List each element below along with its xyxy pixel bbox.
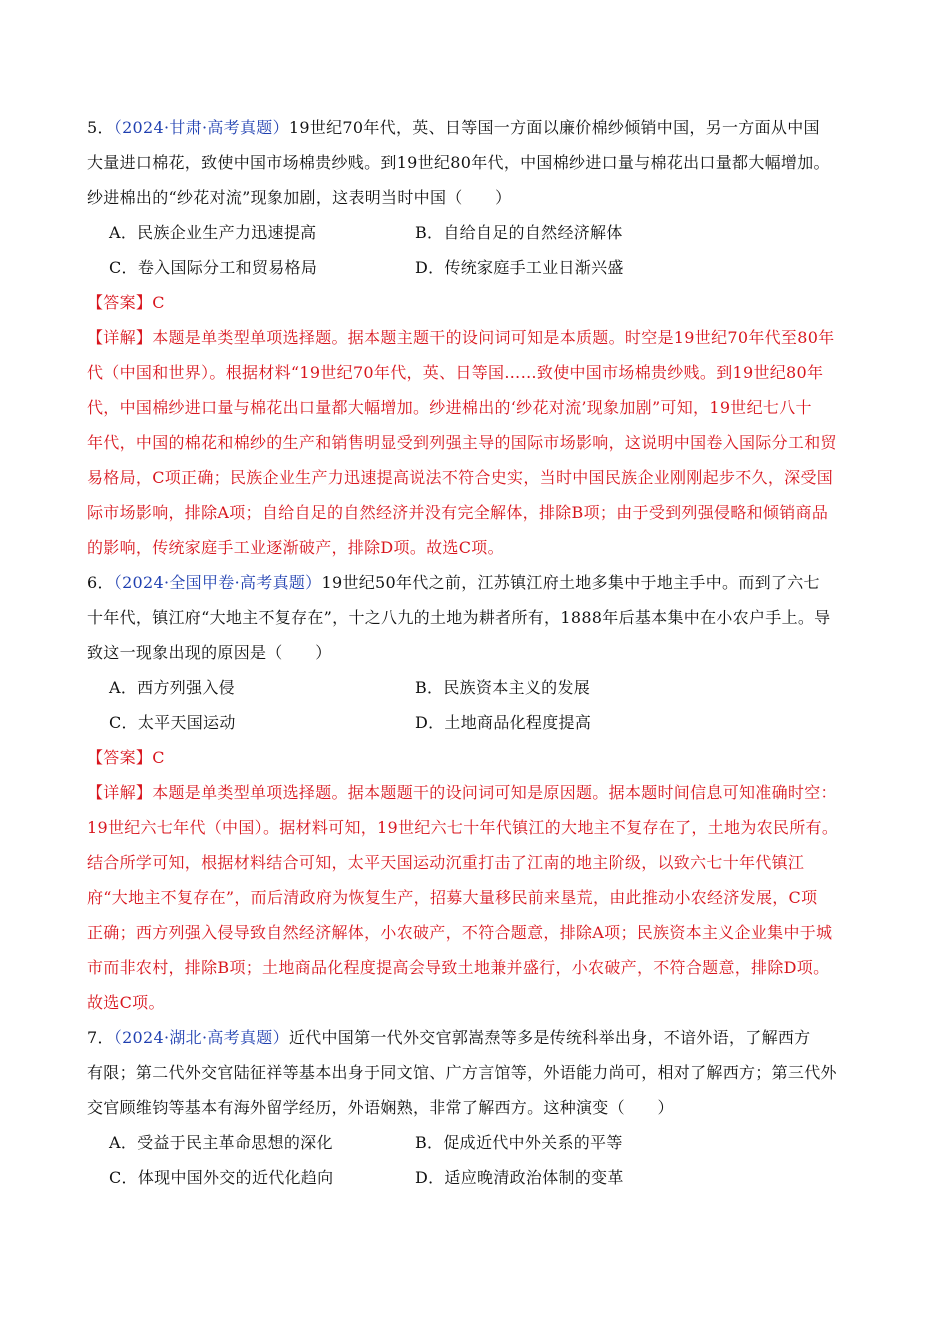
question-5-detail: 【详解】本题是单类型单项选择题。据本题主题干的设问词可知是本质题。时空是19世纪70年代至80年 代（中国和世界）。根据材料“19世纪70年代，英、日等国……致使中国市场棉贵纱贱。到19世纪80年 代，中国棉纱进口量与棉花出口量都大幅增加。纱进棉出的‘纱花对流’现象加剧”可知，19世纪七八十 年代，中国的棉花和棉纱的生产和销售明显受到列强主导的国际市场影响，这说明中国卷入国际分工和贸 易格局，C项正确；民族企业生产力迅速提高说法不符合史实，当时中国民族企业刚刚起步不久，深受国 际市场影响，排除A项；自给自足的自然经济并没有完全解体，排除B项；由于受到列强侵略和倾销商品 的影响，传统家庭手工业逐渐破产，排除D项。故选C项。 xyxy=(87,328,837,557)
answer-label: 【答案】 xyxy=(87,293,153,312)
question-7-stem-line-1: 7．（2024·湖北·高考真题）近代中国第一代外交官郭嵩焘等多是传统科举出身，不谙外语，了解西方 xyxy=(87,1028,811,1047)
option-c: C．体现中国外交的近代化趋向 xyxy=(109,1168,334,1187)
option-a: A．受益于民主革命思想的深化 xyxy=(109,1133,333,1152)
option-d: D．适应晚清政治体制的变革 xyxy=(415,1168,624,1187)
question-number: 5． xyxy=(87,118,114,137)
detail-label: 【详解】 xyxy=(87,328,153,347)
option-c: C．太平天国运动 xyxy=(109,713,236,732)
option-d: D．土地商品化程度提高 xyxy=(415,713,592,732)
option-a: A．民族企业生产力迅速提高 xyxy=(109,223,317,242)
question-source: （2024·甘肃·高考真题） xyxy=(113,118,289,137)
question-6-answer-block xyxy=(87,740,867,1020)
question-number: 6． xyxy=(87,573,114,592)
question-5-stem-line-1: 5．（2024·甘肃·高考真题）19世纪70年代，英、日等国一方面以廉价棉纱倾销中国，另一方面从中国 xyxy=(87,118,820,137)
answer-label: 【答案】 xyxy=(87,748,153,767)
option-b: B．民族资本主义的发展 xyxy=(415,678,591,697)
question-6 xyxy=(87,565,867,740)
option-a: A．西方列强入侵 xyxy=(109,678,235,697)
question-5-stem-line-2: 大量进口棉花，致使中国市场棉贵纱贱。到19世纪80年代，中国棉纱进口量与棉花出口量都大幅增加。 xyxy=(87,153,830,172)
detail-label: 【详解】 xyxy=(87,783,153,802)
question-7-options xyxy=(87,1125,867,1195)
content-area xyxy=(87,110,867,1195)
question-6-detail: 【详解】本题是单类型单项选择题。据本题题干的设问词可知是原因题。据本题时间信息可知准确时空： 19世纪六七年代（中国）。据材料可知，19世纪六七十年代镇江的大地主不复存在了，土地为农民所有。 结合所学可知，根据材料结合可知，太平天国运动沉重打击了江南的地主阶级，以致六七十年代镇江 府“大地主不复存在”，而后清政府为恢复生产，招募大量移民前来垦荒，由此推动小农经济发展，C项 正确；西方列强入侵导致自然经济解体，小农破产，不符合题意，排除A项；民族资本主义企业集中于城 市而非农村，排除B项；土地商品化程度提高会导致土地兼并盛行，小农破产，不符合题意，排除D项。 故选C项。 xyxy=(87,783,839,1012)
question-6-stem-line-1: 6．（2024·全国甲卷·高考真题）19世纪50年代之前，江苏镇江府土地多集中于地主手中。而到了六七 xyxy=(87,573,820,592)
question-5-stem-line-3: 纱进棉出的“纱花对流”现象加剧，这表明当时中国（ ） xyxy=(87,188,512,207)
question-7-stem-line-2: 有限；第二代外交官陆征祥等基本出身于同文馆、广方言馆等，外语能力尚可，相对了解西方；第三代外 xyxy=(87,1063,837,1082)
answer-line xyxy=(87,285,867,320)
option-c: C．卷入国际分工和贸易格局 xyxy=(109,258,318,277)
question-source: （2024·湖北·高考真题） xyxy=(113,1028,289,1047)
question-5 xyxy=(87,110,867,285)
question-number: 7． xyxy=(87,1028,114,1047)
question-5-answer-block xyxy=(87,285,867,565)
option-b: B．促成近代中外关系的平等 xyxy=(415,1133,623,1152)
question-6-options xyxy=(87,670,867,740)
question-6-stem-line-3: 致这一现象出现的原因是（ ） xyxy=(87,643,332,662)
answer-value: C xyxy=(152,293,165,312)
question-7-stem-line-3: 交官顾维钧等基本有海外留学经历，外语娴熟，非常了解西方。这种演变（ ） xyxy=(87,1098,674,1117)
answer-value: C xyxy=(152,748,165,767)
question-6-stem-line-2: 十年代，镇江府“大地主不复存在”，十之八九的土地为耕者所有，1888年后基本集中在小农户手上。导 xyxy=(87,608,831,627)
option-b: B．自给自足的自然经济解体 xyxy=(415,223,623,242)
question-7 xyxy=(87,1020,867,1195)
question-source: （2024·全国甲卷·高考真题） xyxy=(113,573,322,592)
question-5-options xyxy=(87,215,867,285)
option-d: D．传统家庭手工业日渐兴盛 xyxy=(415,258,624,277)
answer-line xyxy=(87,740,867,775)
